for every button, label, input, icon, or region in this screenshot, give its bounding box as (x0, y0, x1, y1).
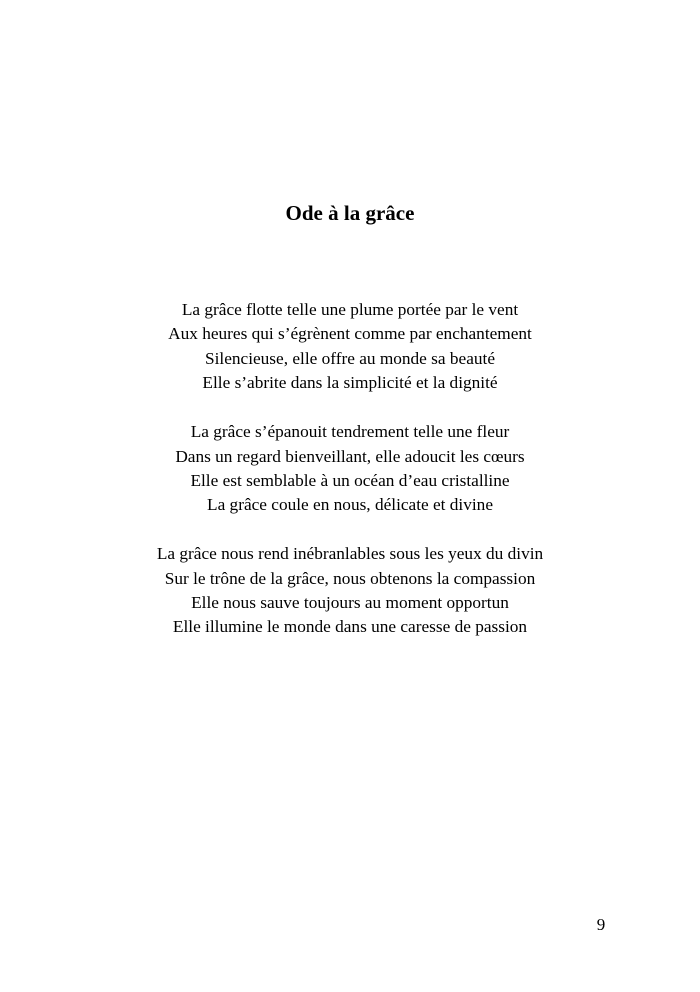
poem-line: Elle nous sauve toujours au moment opportun (191, 593, 509, 613)
poem-line: La grâce flotte telle une plume portée par le vent (181, 300, 519, 319)
poem-line: La grâce coule en nous, délicate et divine (207, 495, 493, 515)
poem-line: Sur le trône de la grâce, nous obtenons la compassion (164, 568, 536, 588)
stanza-1 (0, 298, 700, 396)
page-number: 9 (596, 915, 606, 934)
poem-line: Elle s’abrite dans la simplicité et la dignité (202, 373, 498, 393)
poem-line: Aux heures qui s’égrènent comme par enchantement (168, 324, 532, 344)
poem-title: Ode à la grâce (285, 201, 415, 225)
poem-line: La grâce s’épanouit tendrement telle une fleur (190, 422, 510, 442)
stanza-3 (0, 542, 700, 640)
poem-line: Elle est semblable à un océan d’eau cristalline (190, 470, 510, 490)
stanza-2 (0, 420, 700, 518)
poem-line: Elle illumine le monde dans une caresse de passion (172, 617, 528, 637)
poem-body (0, 298, 700, 664)
poem-line: Silencieuse, elle offre au monde sa beauté (205, 348, 495, 368)
poem-line: Dans un regard bienveillant, elle adoucit les cœurs (175, 446, 525, 466)
poem-line: La grâce nous rend inébranlables sous les yeux du divin (156, 544, 544, 564)
